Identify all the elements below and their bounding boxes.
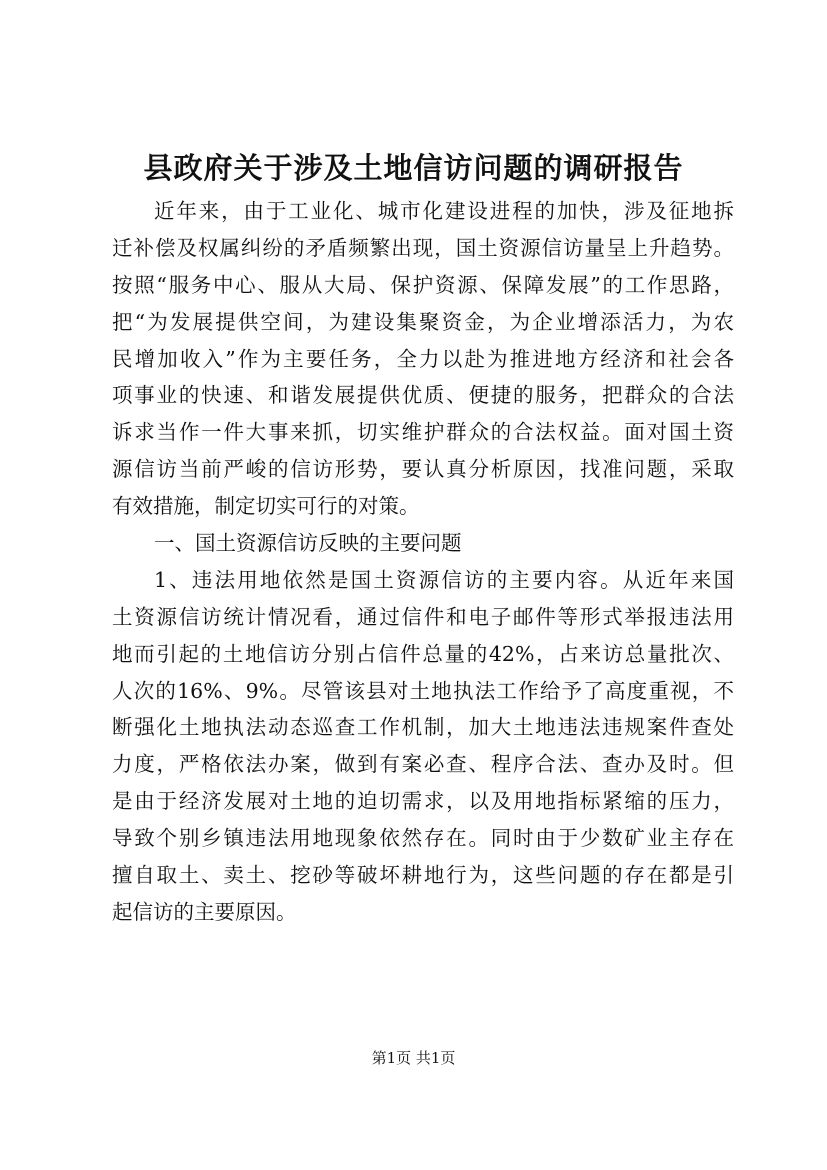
paragraph-line: 项事业的快速、和谐发展提供优质、便捷的服务，把群众的合法 bbox=[112, 383, 734, 408]
document-body bbox=[112, 193, 734, 931]
paragraph-line: 土资源信访统计情况看，通过信件和电子邮件等形式举报违法用 bbox=[112, 604, 734, 629]
paragraph-line: 断强化土地执法动态巡查工作机制，加大土地违法违规案件查处 bbox=[112, 715, 734, 740]
paragraph-line: 把“为发展提供空间，为建设集聚资金，为企业增添活力，为农 bbox=[112, 309, 734, 334]
paragraph-line: 起信访的主要原因。 bbox=[112, 899, 297, 924]
paragraph-line: 导致个别乡镇违法用地现象依然存在。同时由于少数矿业主存在 bbox=[112, 826, 734, 851]
paragraph-line: 民增加收入”作为主要任务，全力以赴为推进地方经济和社会各 bbox=[112, 346, 734, 371]
page-footer: 第1页 共1页 bbox=[371, 1049, 456, 1067]
paragraph-line: 有效措施，制定切实可行的对策。 bbox=[112, 494, 420, 519]
paragraph-line: 地而引起的土地信访分别占信件总量的42%，占来访总量批次、 bbox=[112, 641, 734, 666]
section-heading: 一、国土资源信访反映的主要问题 bbox=[154, 531, 462, 556]
paragraph-line: 近年来，由于工业化、城市化建设进程的加快，涉及征地拆 bbox=[154, 199, 734, 223]
paragraph-line: 1、违法用地依然是国土资源信访的主要内容。从近年来国 bbox=[154, 567, 734, 592]
paragraph-line: 源信访当前严峻的信访形势，要认真分析原因，找准问题，采取 bbox=[112, 457, 734, 482]
paragraph-line: 是由于经济发展对土地的迫切需求，以及用地指标紧缩的压力， bbox=[112, 789, 734, 814]
paragraph-line: 按照“服务中心、服从大局、保护资源、保障发展”的工作思路， bbox=[112, 272, 734, 297]
paragraph-line: 力度，严格依法办案，做到有案必查、程序合法、查办及时。但 bbox=[112, 752, 734, 777]
paragraph-line: 迁补偿及权属纠纷的矛盾频繁出现，国土资源信访量呈上升趋势。 bbox=[112, 235, 734, 260]
paragraph-line: 诉求当作一件大事来抓，切实维护群众的合法权益。面对国土资 bbox=[112, 420, 734, 445]
paragraph-line: 擅自取土、卖土、挖砂等破坏耕地行为，这些问题的存在都是引 bbox=[112, 863, 734, 888]
document-title: 县政府关于涉及土地信访问题的调研报告 bbox=[143, 151, 684, 185]
paragraph-line: 人次的16%、9%。尽管该县对土地执法工作给予了高度重视，不 bbox=[112, 678, 734, 703]
